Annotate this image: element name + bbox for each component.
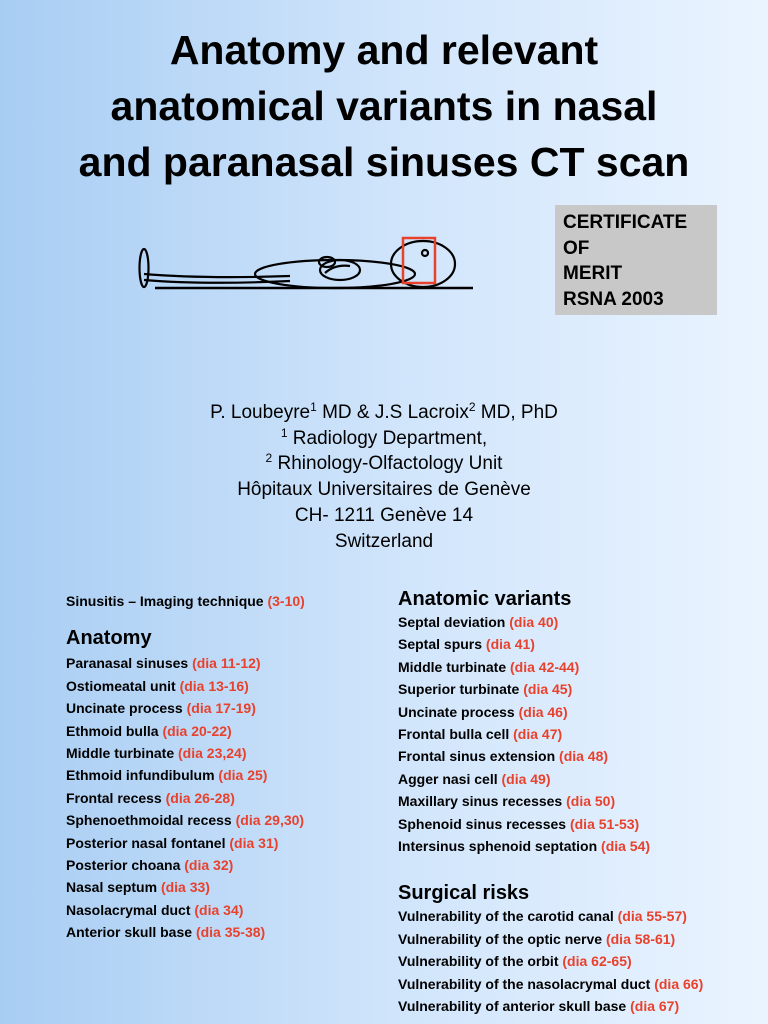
affil-2-sup: 2 — [265, 451, 273, 466]
item-ref: (dia 51-53) — [569, 815, 640, 832]
risk-item[interactable] — [398, 950, 703, 972]
item-label: Ethmoid infundibulum — [66, 767, 219, 784]
item-ref: (dia 41) — [485, 636, 535, 653]
item-label: Posterior nasal fontanel — [66, 834, 230, 851]
item-label: Intersinus sphenoid septation — [398, 838, 602, 855]
patient-scan-diagram — [135, 230, 480, 300]
item-ref: (dia 20-22) — [162, 722, 232, 739]
item-ref: (dia 47) — [513, 726, 563, 743]
item-ref: (dia 29,30) — [235, 812, 305, 829]
item-ref: (dia 66) — [654, 975, 704, 992]
item-ref: (dia 13-16) — [179, 677, 249, 694]
item-ref: (3-10) — [267, 593, 305, 609]
anatomy-item[interactable] — [66, 787, 305, 809]
item-label: Frontal sinus extension — [398, 748, 560, 765]
hospital-name: Hôpitaux Universitaires de Genève — [237, 479, 531, 501]
item-label: Middle turbinate — [398, 658, 510, 675]
anatomy-item[interactable] — [66, 809, 305, 831]
anatomy-item[interactable] — [66, 742, 305, 764]
anatomy-item[interactable] — [66, 720, 305, 742]
item-ref: (dia 62-65) — [562, 953, 632, 970]
risks-list — [398, 905, 703, 1017]
city-line: CH- 1211 Genève 14 — [294, 504, 474, 526]
risk-item[interactable] — [398, 973, 703, 995]
item-ref: (dia 32) — [184, 857, 234, 874]
variant-item[interactable] — [398, 656, 703, 678]
item-ref: (dia 46) — [518, 703, 568, 720]
cert-line-4: RSNA 2003 — [563, 288, 664, 310]
anatomy-item[interactable] — [66, 675, 305, 697]
item-label: Maxillary sinus recesses — [398, 793, 567, 810]
item-ref: (dia 45) — [523, 681, 573, 698]
variants-list — [398, 611, 703, 857]
item-ref: (dia 67) — [630, 998, 680, 1015]
item-label: Sphenoid sinus recesses — [398, 815, 570, 832]
item-label: Vulnerability of the nasolacrymal duct — [398, 975, 655, 992]
item-label: Vulnerability of the optic nerve — [398, 930, 606, 947]
variants-heading: Anatomic variants — [398, 588, 572, 610]
variant-item[interactable] — [398, 701, 703, 723]
item-label: Middle turbinate — [66, 745, 178, 762]
item-ref: (dia 54) — [601, 838, 651, 855]
affil-1-sup: 1 — [280, 425, 288, 440]
anatomy-item[interactable] — [66, 854, 305, 876]
cert-line-1: CERTIFICATE — [563, 212, 688, 233]
item-label: Uncinate process — [398, 703, 519, 720]
affiliation-2 — [0, 451, 768, 477]
item-ref: (dia 26-28) — [165, 789, 235, 806]
item-label: Ethmoid bulla — [66, 722, 163, 739]
author-block — [0, 400, 768, 554]
item-ref: (dia 48) — [559, 748, 609, 765]
item-ref: (dia 58-61) — [605, 930, 676, 947]
risk-item[interactable] — [398, 928, 703, 950]
technique-link[interactable] — [66, 590, 305, 612]
item-label: Nasal septum — [66, 879, 161, 896]
page-title — [0, 22, 768, 190]
risks-heading: Surgical risks — [398, 882, 530, 905]
cert-line-3: MERIT — [563, 263, 623, 284]
item-label: Agger nasi cell — [398, 770, 502, 787]
item-label: Vulnerability of the carotid canal — [398, 908, 618, 925]
cert-line-2: OF — [563, 237, 590, 259]
author-1-rest: MD & J.S Lacroix — [316, 402, 469, 423]
variant-item[interactable] — [398, 813, 703, 835]
variant-item[interactable] — [398, 678, 703, 700]
item-ref: (dia 34) — [194, 901, 244, 918]
item-label: Septal deviation — [398, 614, 510, 630]
item-ref: (dia 55-57) — [617, 908, 687, 925]
variant-item[interactable] — [398, 768, 703, 790]
item-label: Frontal bulla cell — [398, 726, 514, 743]
item-ref: (dia 23,24) — [178, 745, 247, 762]
certificate-badge — [555, 205, 717, 315]
anatomy-item[interactable] — [66, 764, 305, 786]
anatomy-item[interactable] — [66, 832, 305, 854]
item-ref: (dia 17-19) — [186, 700, 256, 717]
item-ref: (dia 25) — [218, 767, 268, 784]
risk-item[interactable] — [398, 905, 703, 927]
affiliation-1 — [0, 426, 768, 452]
country-line: Switzerland — [334, 530, 434, 552]
anatomy-list — [66, 652, 305, 943]
anatomy-item[interactable] — [66, 899, 305, 921]
variant-item[interactable] — [398, 611, 703, 633]
item-label: Paranasal sinuses — [66, 655, 193, 672]
item-label: Uncinate process — [66, 700, 187, 717]
risk-item[interactable] — [398, 995, 703, 1017]
title-line-3: and paranasal sinuses CT scan — [78, 139, 690, 185]
item-label: Superior turbinate — [398, 681, 524, 698]
title-line-2: anatomical variants in nasal — [110, 83, 658, 129]
author-line — [0, 400, 768, 426]
anatomy-heading: Anatomy — [66, 627, 152, 650]
item-label: Ostiomeatal unit — [66, 677, 180, 694]
item-label: Posterior choana — [66, 857, 185, 874]
author-2-rest: MD, PhD — [475, 402, 558, 423]
anatomy-item[interactable] — [66, 876, 305, 898]
item-ref: (dia 33) — [160, 879, 210, 896]
item-ref: (dia 35-38) — [195, 924, 266, 941]
author-2-sup: 2 — [468, 400, 476, 414]
left-column — [66, 590, 305, 944]
variant-item[interactable] — [398, 790, 703, 812]
item-label: Sphenoethmoidal recess — [66, 812, 236, 829]
item-label: Frontal recess — [66, 789, 166, 806]
patient-lying-icon — [135, 230, 480, 295]
right-column — [398, 587, 703, 1018]
anatomy-item[interactable] — [66, 921, 305, 943]
affil-1-text: Radiology Department, — [287, 427, 488, 449]
item-label: Vulnerability of anterior skull base — [398, 998, 631, 1015]
item-ref: (dia 40) — [509, 614, 559, 630]
item-label: Nasolacrymal duct — [66, 901, 195, 918]
anatomy-item[interactable] — [66, 652, 305, 674]
anatomy-item[interactable] — [66, 697, 305, 719]
title-line-1: Anatomy and relevant — [169, 27, 599, 73]
item-label: Sinusitis – Imaging technique — [66, 593, 268, 609]
item-ref: (dia 50) — [566, 793, 616, 810]
variant-item[interactable] — [398, 723, 703, 745]
item-label: Vulnerability of the orbit — [398, 953, 563, 970]
affil-2-text: Rhinology-Olfactology Unit — [272, 453, 503, 475]
variant-item[interactable] — [398, 633, 703, 655]
item-ref: (dia 49) — [501, 770, 551, 787]
author-1-name: P. Loubeyre — [210, 402, 311, 423]
item-label: Septal spurs — [398, 636, 486, 653]
item-label: Anterior skull base — [66, 924, 196, 941]
variant-item[interactable] — [398, 835, 703, 857]
variant-item[interactable] — [398, 745, 703, 767]
item-ref: (dia 11-12) — [192, 655, 261, 672]
author-1-sup: 1 — [310, 400, 317, 414]
item-ref: (dia 31) — [229, 834, 279, 851]
item-ref: (dia 42-44) — [510, 658, 580, 675]
